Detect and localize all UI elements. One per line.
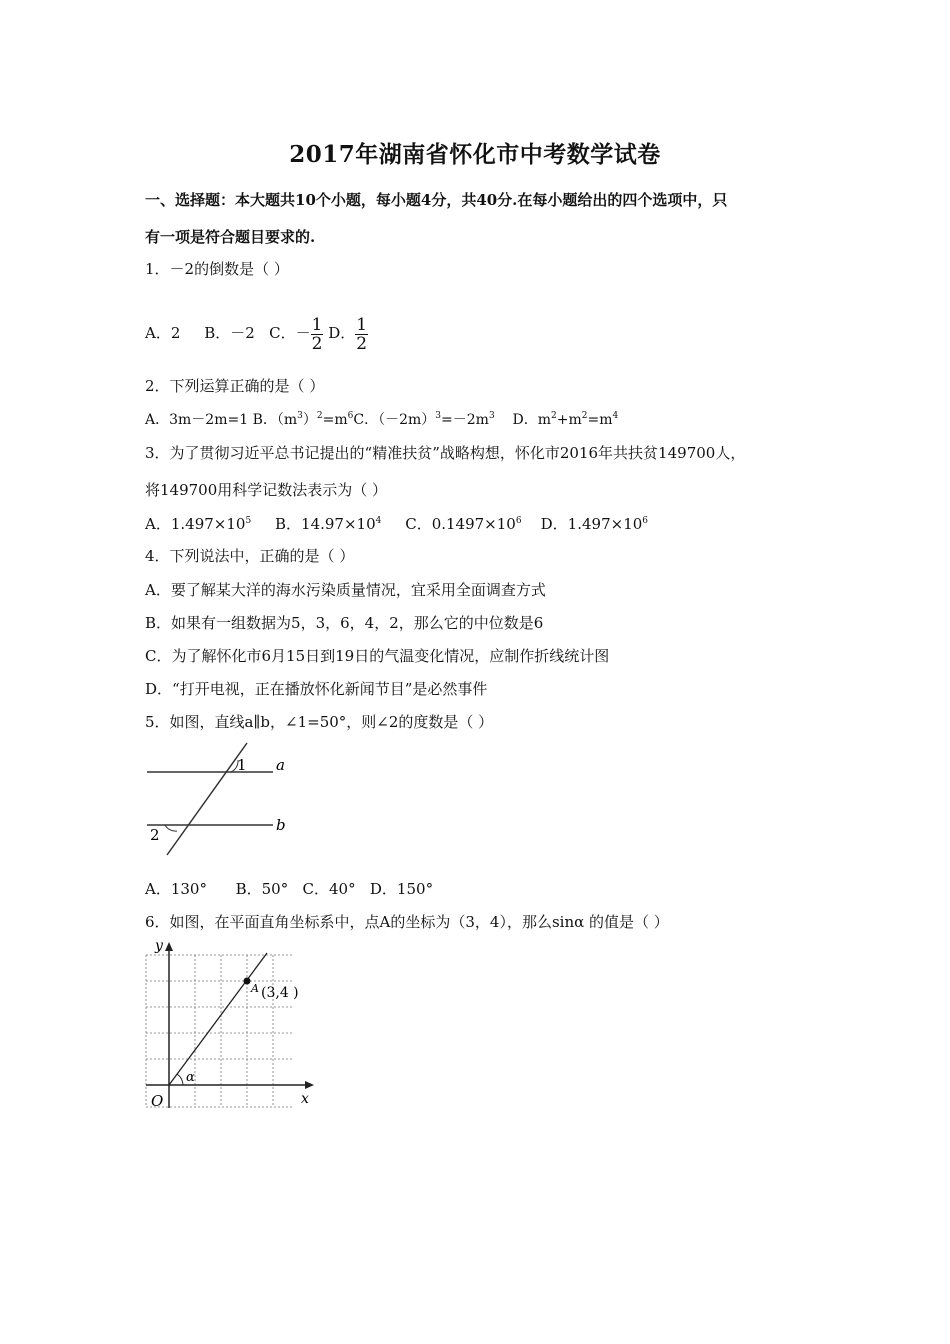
fig-label-alpha: α [186, 1070, 195, 1085]
q1-option-c: C．－ [269, 324, 311, 342]
x-axis-arrow [305, 1081, 314, 1089]
transversal [167, 743, 247, 855]
q5-option-b: B．50° [235, 880, 289, 898]
q5-option-c: C．40° [302, 880, 356, 898]
q2-stem: 2．下列运算正确的是（ ） [145, 377, 325, 395]
fig-label-coordinate: (3,4 ) [261, 985, 299, 1001]
y-axis-arrow [165, 942, 173, 951]
section-heading-line2: 有一项是符合题目要求的. [145, 228, 316, 246]
q2-option-d: D．$m^2+m^2=m^4$ [512, 411, 619, 428]
ray-OA [169, 953, 267, 1085]
q3-stem-line2: 将149700用科学记数法表示为（ ） [145, 481, 388, 499]
page-title: 2017年湖南省怀化市中考数学试卷 [289, 141, 661, 168]
q2-options [145, 410, 618, 430]
fig-label-1: 1 [237, 756, 247, 774]
q1-option-c-fraction [311, 316, 324, 353]
fig-label-2: 2 [150, 826, 160, 844]
fig-label-o: O [151, 1092, 164, 1110]
q1-option-b: B．－2 [204, 324, 255, 342]
angle-alpha-arc [177, 1074, 183, 1085]
q2-option-c: C．$(-2m)^3=-2m^3$ [353, 411, 495, 428]
q4-option-a: A．要了解某大洋的海水污染质量情况，宜采用全面调查方式 [145, 581, 546, 599]
q1-option-a: A．2 [145, 324, 181, 342]
point-A [244, 978, 251, 985]
q6-stem: 6．如图，在平面直角坐标系中，点A的坐标为（3，4），那么sinα 的值是（ ） [145, 913, 669, 931]
q5-options [145, 879, 433, 899]
fraction-denominator: 2 [311, 333, 323, 354]
q5-option-a: A．130° [145, 880, 207, 898]
section-heading-line1: 一、选择题：本大题共10个小题，每小题4分，共40分.在每小题给出的四个选项中，只 [145, 191, 728, 209]
q2-option-a: A．3m－2m=1 [145, 412, 249, 428]
q4-option-c: C．为了解怀化市6月15日到19日的气温变化情况，应制作折线统计图 [145, 647, 610, 665]
q4-option-d: D．“打开电视，正在播放怀化新闻节目”是必然事件 [145, 680, 488, 698]
fig-label-a: A [251, 982, 259, 995]
fig-label-b: b [276, 816, 286, 834]
q4-option-b: B．如果有一组数据为5，3，6，4，2，那么它的中位数是6 [145, 614, 544, 632]
q4-stem: 4．下列说法中，正确的是（ ） [145, 547, 355, 565]
fig-label-x: x [301, 1091, 309, 1107]
fraction-numerator: 1 [311, 314, 323, 335]
fraction-numerator: 1 [356, 314, 368, 335]
q3-options [145, 514, 648, 534]
q1-option-d: D． [328, 324, 356, 342]
fig-label-a: a [276, 756, 285, 774]
q1-stem: 1．－2的倒数是（ ） [145, 260, 289, 278]
q5-stem: 5．如图，直线a∥b，∠1=50°，则∠2的度数是（ ） [145, 713, 494, 731]
fraction-denominator: 2 [356, 333, 368, 354]
q3-option-d: D．$1.497\times 10^6$ [540, 515, 649, 533]
q6-figure-coordinate-plane [143, 940, 318, 1115]
q2-option-b: B．$(m^3)^2=m^6$ [252, 411, 354, 428]
q3-stem-line1: 3．为了贯彻习近平总书记提出的“精准扶贫”战略构想，怀化市2016年共扶贫149700人， [145, 444, 746, 462]
fig-label-y: y [155, 940, 163, 954]
q1-options [145, 314, 368, 353]
q5-figure-parallel-lines [145, 740, 295, 860]
q3-option-a: A．$1.497\times 10^5$ [145, 515, 252, 533]
q1-option-d-fraction [355, 316, 368, 353]
q3-option-c: C．$0.1497\times 10^6$ [405, 515, 522, 533]
q3-option-b: B．$14.97\times 10^4$ [275, 515, 382, 533]
grid-lines [146, 955, 293, 1107]
q5-option-d: D．150° [369, 880, 434, 898]
